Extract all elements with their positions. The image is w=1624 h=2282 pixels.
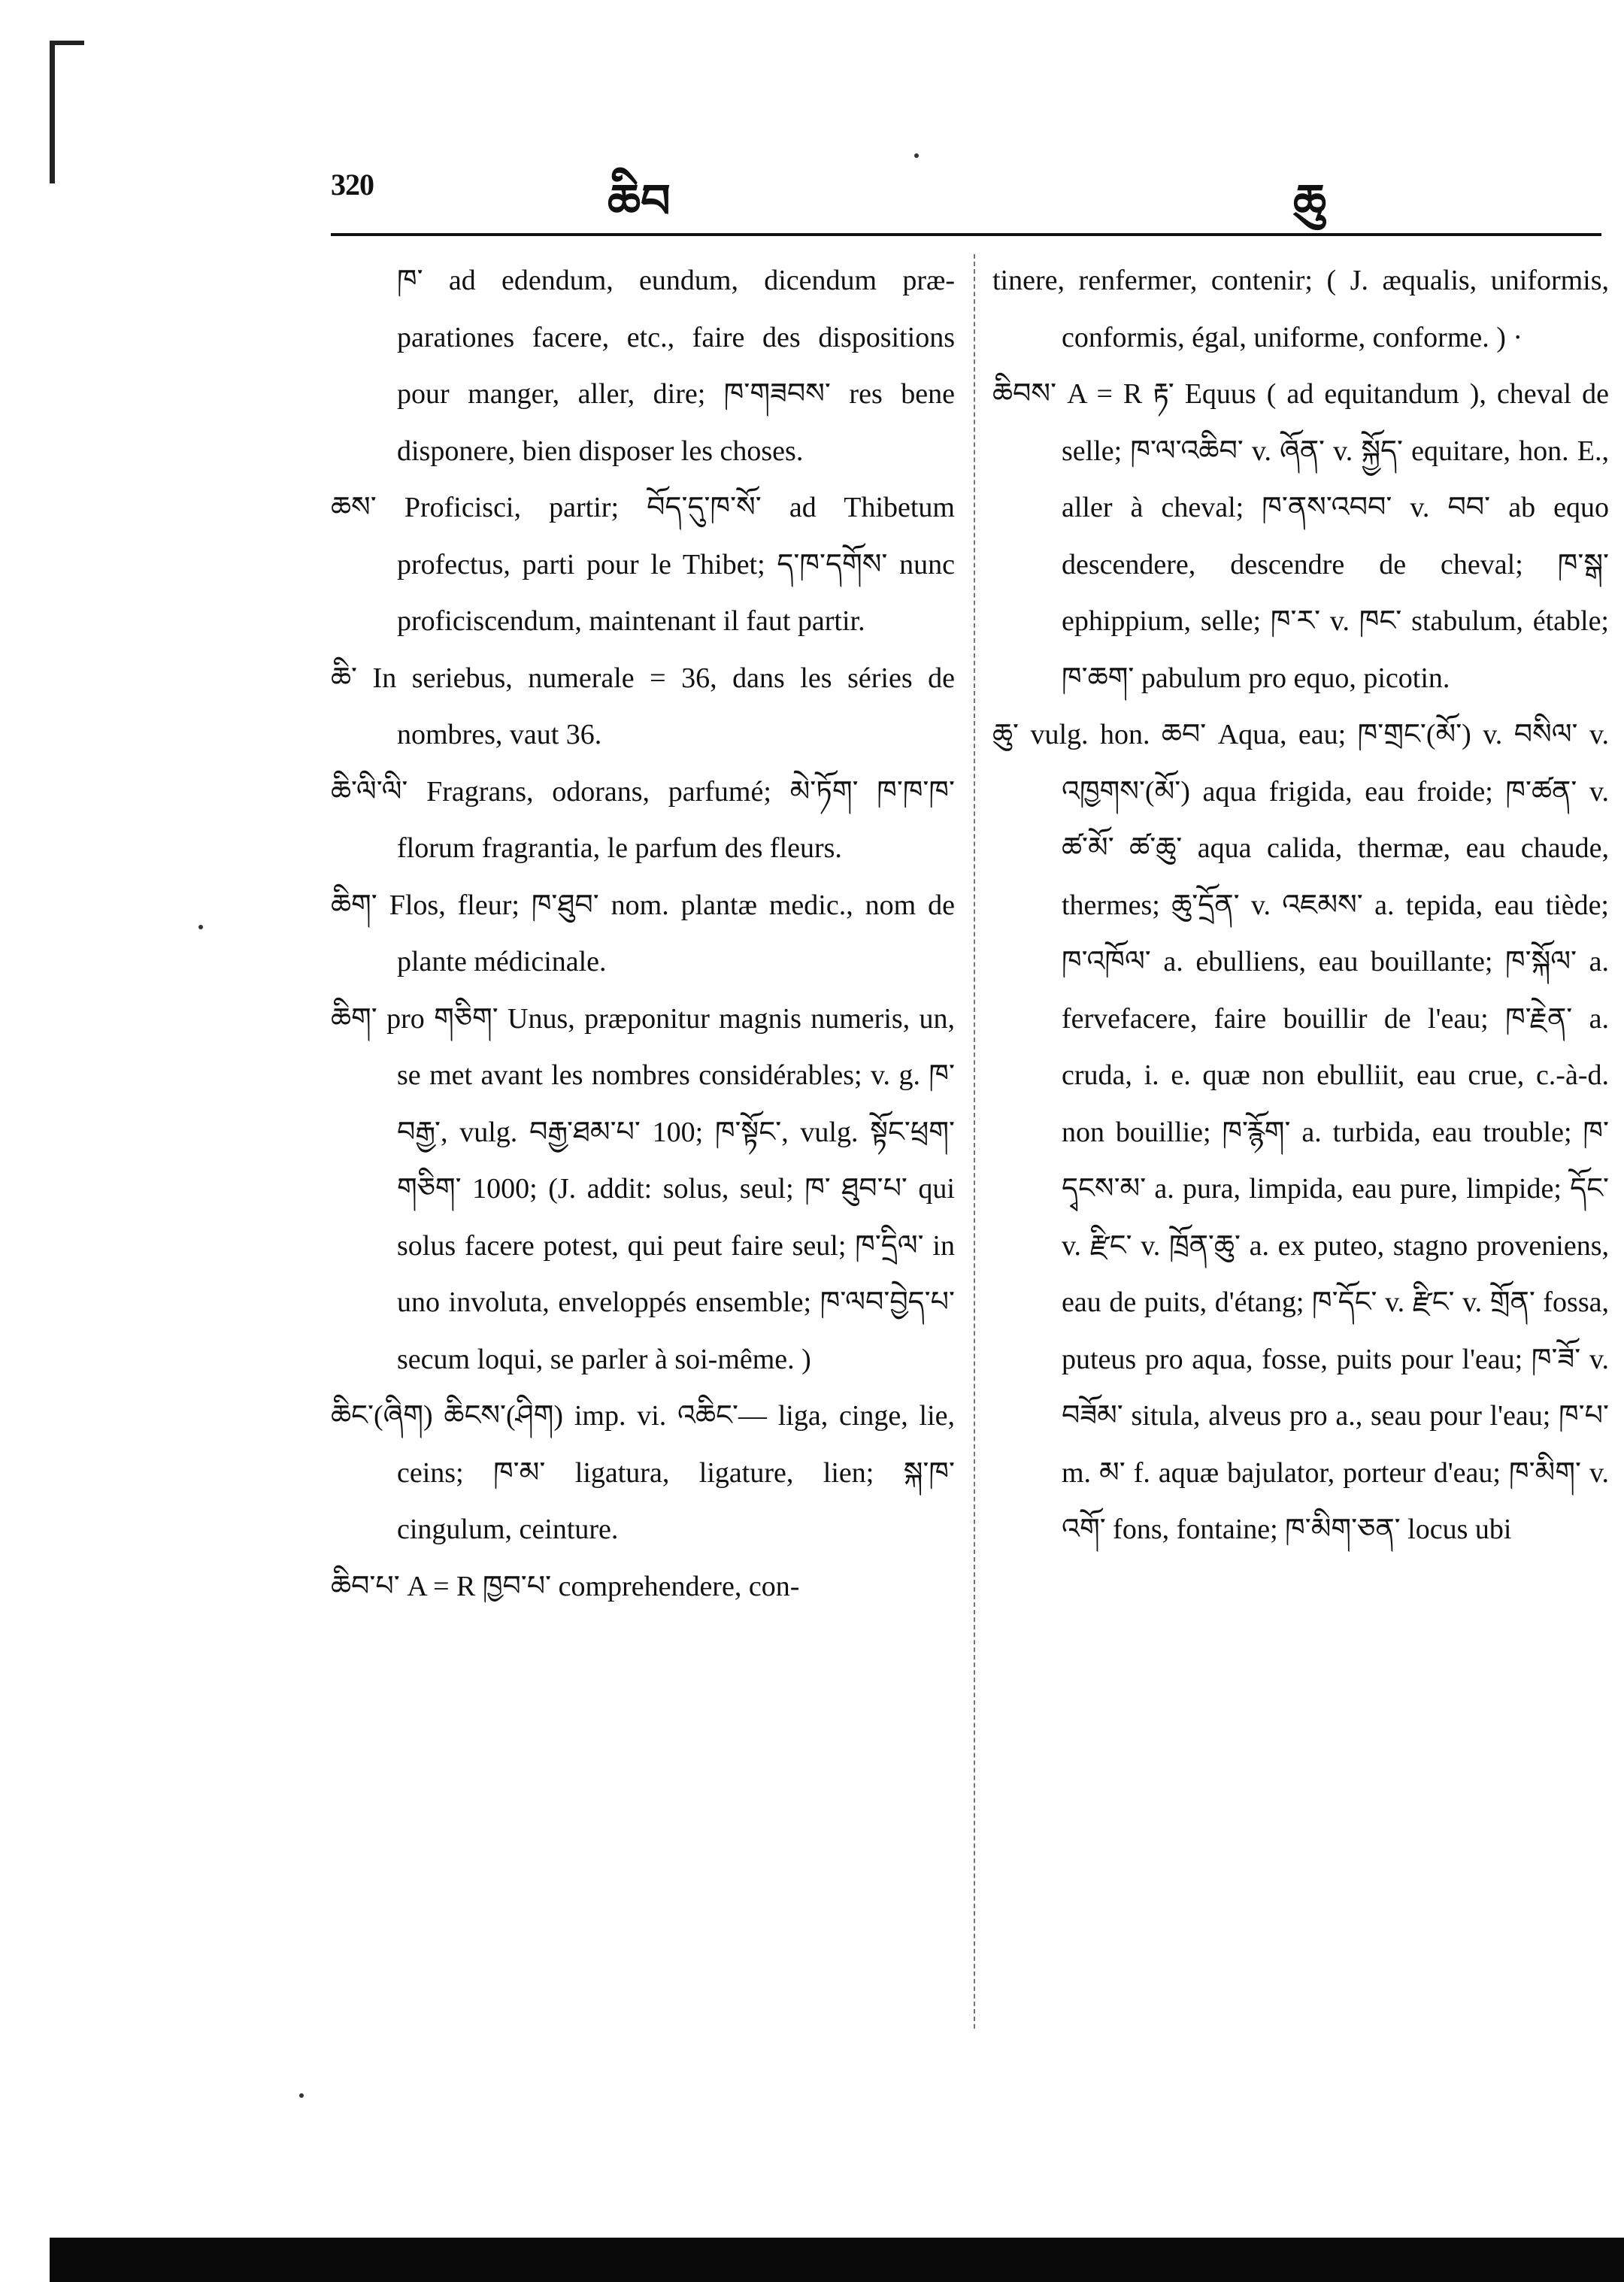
entry-ching: ཆིང་(ཞིག) ཆིངས་(ཤིག) imp. vi. འཆིང་— liga, cinge, lie, ceins; ཁ་མ་ ligatura, ligature, lien; སྐ་ཁ་ cingulum, ceinture. (331, 1400, 955, 1545)
page-number: 320 (331, 168, 374, 202)
running-head-left: ཆིབ (607, 174, 671, 229)
entry-chig-unus: ཆིག་ pro གཅིག་ Unus, præponitur magnis numeris, un, se met avant les nombres considérables; v. g. ཁ་བརྒྱ་, vulg. བརྒྱ་ཐམ་པ་ 100; ཁ་སྟོང་, vulg. སྟོང་ཕྲག་ གཅིག་ 1000; (J. addit: solus, seul; ཁ་ ཐུབ་པ་ qui solus facere potest, qui peut faire seul; ཁ་དྲིལ་ in uno involuta, enveloppés ensemble; ཁ་ལབ་བྱེད་པ་ secum loqui, se parler à soi-même. ) (331, 1002, 955, 1375)
entry-chib-pa: ཆིབ་པ་ A = R ཁྱབ་པ་ comprehendere, con- (331, 1570, 800, 1602)
entry-chu: ཆུ་ vulg. hon. ཆབ་ Aqua, eau; ཁ་གྲང་(མོ་) v. བསིལ་ v. འཁྱགས་(མོ་) aqua frigida, eau froide; ཁ་ཚན་ v. ཚ་མོ་ ཚ་ཆུ་ aqua calida, thermæ, eau chaude, thermes; ཆུ་དྲོན་ v. འཇམས་ a. tepida, eau tiède; ཁ་འཁོལ་ a. ebulliens, eau bouillante; ཁ་སྐོལ་ a. fervefacere, faire bouillir de l'eau; ཁ་རྗེན་ a. cruda, i. e. quæ non ebulliit, eau crue, c.-à-d. non bouillie; ཁ་རྙོག་ a. turbida, eau trouble; ཁ་ དྭངས་མ་ a. pura, limpida, eau pure, limpide; དོང་ v. རྫིང་ v. ཁྲོན་ཆུ་ a. ex puteo, stagno proveniens, eau de puits, d'étang; ཁ་དོང་ v. རྫིང་ v. གྲོན་ fossa, puteus pro aqua, fosse, puits pour l'eau; ཁ་ཟོ་ v. བཟོམ་ situla, alveus pro a., seau pour l'eau; ཁ་པ་ m. མ་ f. aquæ bajulator, porteur d'eau; ཁ་མིག་ v. འགོ་ fons, fontaine; ཁ་མིག་ཅན་ locus ubi (992, 719, 1609, 1545)
entry-chas: ཆས་ Proficisci, partir; བོད་དུ་ཁ་སོ་ ad Thibetum profectus, parti pour le Thibet; ད་ཁ་དགོས་ nunc proficiscendum, maintenant il faut partir. (331, 492, 955, 637)
ink-speck (299, 2093, 304, 2098)
corner-crop-mark (50, 41, 84, 183)
header-rule (331, 233, 1601, 236)
running-head-right: ཆུ (1293, 174, 1327, 229)
entry-chi-li-li: ཆི་ལི་ལི་ Fragrans, odorans, parfumé; མེ་ཏོག་ ཁ་ཁ་ཁ་ florum fragrantia, le parfum des fleurs. (331, 775, 955, 864)
entry-continuation: tinere, renfermer, contenir; ( J. æqualis, uniformis, conformis, égal, uniforme, conforme. ) · (992, 265, 1609, 353)
entry-continuation: ཁ་ ad edendum, eundum, dicendum præ-parationes facere, etc., faire des dispositions pour manger, aller, dire; ཁ་གཟབས་ res bene disponere, bien disposer les choses. (397, 265, 955, 467)
left-column (331, 253, 955, 1615)
entry-chibs: ཆིབས་ A = R རྟ་ Equus ( ad equitandum ), cheval de selle; ཁ་ལ་འཆིབ་ v. ཞོན་ v. སྐྱོད་ equitare, hon. E., aller à cheval; ཁ་ནས་འབབ་ v. བབ་ ab equo descendere, descendre de cheval; ཁ་སྒ་ ephippium, selle; ཁ་ར་ v. ཁང་ stabulum, étable; ཁ་ཆག་ pabulum pro equo, picotin. (992, 378, 1609, 694)
right-column (992, 253, 1609, 1559)
entry-chi: ཆི་ In seriebus, numerale = 36, dans les séries de nombres, vaut 36. (331, 662, 955, 750)
scan-edge-band (50, 2238, 1624, 2282)
ink-speck (914, 153, 919, 158)
ink-speck (198, 925, 203, 929)
entry-chig-flos: ཆིག་ Flos, fleur; ཁ་ཐུབ་ nom. plantæ medic., nom de plante médicinale. (331, 889, 955, 977)
column-divider (974, 254, 975, 2029)
